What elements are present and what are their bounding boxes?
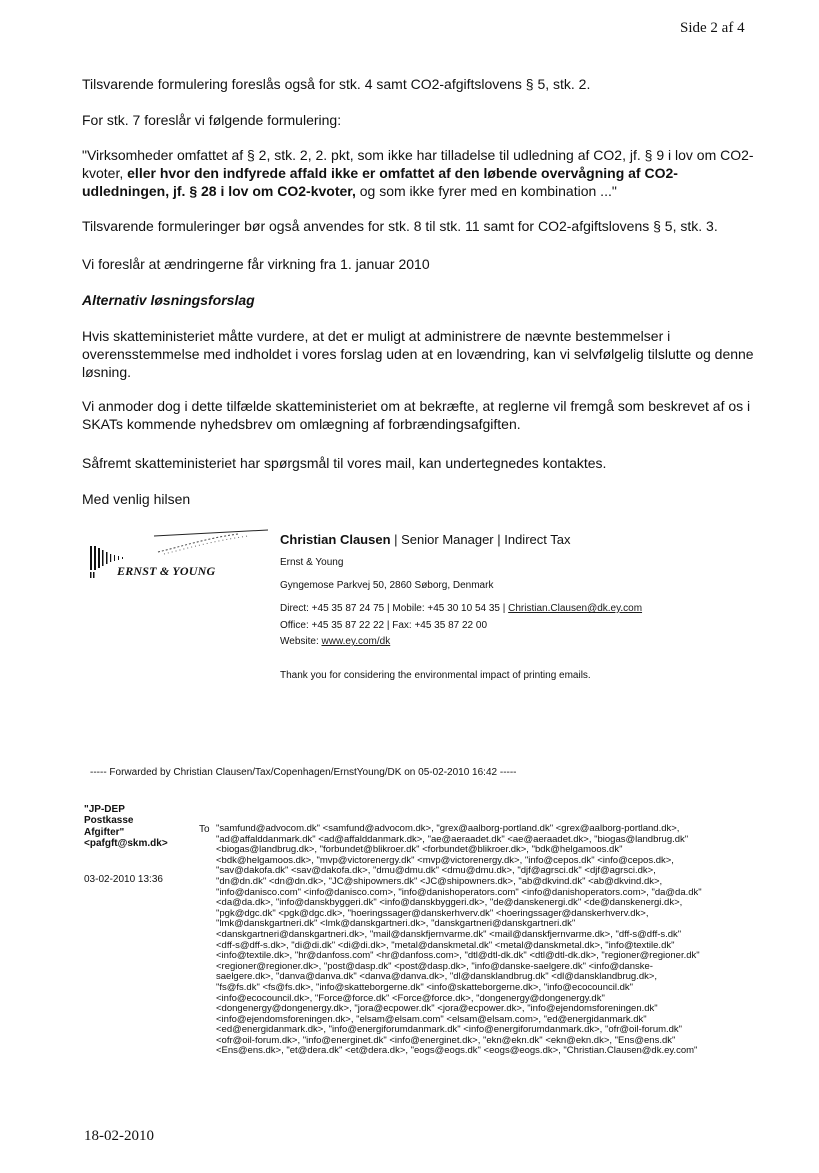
quote-paragraph xyxy=(82,146,754,200)
signature-name-line xyxy=(280,532,570,547)
logo-wordmark: ERNST & YOUNG xyxy=(117,564,216,578)
recipient-line: <da@da.dk>, "info@danskbyggeri.dk" <info@danskbyggeri.dk>, "de@danskenergi.dk" <de@danskenergi.dk>, xyxy=(216,897,683,909)
sent-date: 03-02-2010 13:36 xyxy=(84,874,163,885)
sender-line: Afgifter" xyxy=(84,826,125,838)
signature-title: | Senior Manager | Indirect Tax xyxy=(390,532,571,547)
recipient-line: <dongenergy@dongenergy.dk>, "jora@ecpower.dk" <jora@ecpower.dk>, "info@ejendomsforeningen.dk" xyxy=(216,1003,658,1015)
signature-name: Christian Clausen xyxy=(280,532,391,547)
sender-block xyxy=(84,804,168,849)
signature-direct-line xyxy=(280,603,642,615)
recipient-line: <biogas@landbrug.dk>, "forbundet@blikroer.dk" <forbundet@blikroer.dk>, "bdk@helgamoos.dk" xyxy=(216,844,623,856)
sender-line: Postkasse xyxy=(84,815,134,827)
recipient-line: "pgk@dgc.dk" <pgk@dgc.dk>, "hoeringssager@danskerhverv.dk" <hoeringssager@danskerhverv.dk>, xyxy=(216,907,649,919)
recipient-line: <bdk@helgamoos.dk>, "mvp@victorenergy.dk" <mvp@victorenergy.dk>, "info@cepos.dk" <info@cepos.dk>, xyxy=(216,854,674,866)
signature-address: Gyngemose Parkvej 50, 2860 Søborg, Denmark xyxy=(280,580,494,591)
signature-website-label: Website: xyxy=(280,636,322,647)
signature-email-link[interactable]: Christian.Clausen@dk.ey.com xyxy=(508,603,643,614)
recipient-line: "sav@dakofa.dk" <sav@dakofa.dk>, "dmu@dmu.dk" <dmu@dmu.dk>, "djf@agrsci.dk" <djf@agrsci.dk>, xyxy=(216,865,656,877)
quote-text-end: og som ikke fyrer med en kombination ..." xyxy=(355,183,617,199)
footer-date: 18-02-2010 xyxy=(84,1128,154,1144)
recipient-line: "fs@fs.dk" <fs@fs.dk>, "info@skatteborgerne.dk" <info@skatteborgerne.dk>, "info@ecocouncil.dk" xyxy=(216,981,633,993)
paragraph-1: Tilsvarende formulering foreslås også for stk. 4 samt CO2-afgiftslovens § 5, stk. 2. xyxy=(82,76,591,92)
paragraph-6: Vi anmoder dog i dette tilfælde skatteministeriet om at bekræfte, at reglerne vil fremgå som beskrevet af os i SKATs kommende nyhedsbrev om omlægning af forbrændingsafgiften. xyxy=(82,398,751,432)
paragraph-4: Vi foreslår at ændringerne får virkning fra 1. januar 2010 xyxy=(82,256,430,272)
recipient-line: <info@ecocouncil.dk>, "Force@force.dk" <Force@force.dk>, "dongenergy@dongenergy.dk" xyxy=(216,992,605,1004)
to-label: To xyxy=(199,824,210,835)
page-number: Side 2 af 4 xyxy=(680,20,745,36)
recipient-line: "samfund@advocom.dk" <samfund@advocom.dk>, "grex@aalborg-portland.dk" <grex@aalborg-portland.dk>, xyxy=(216,823,680,834)
paragraph-2: For stk. 7 foreslår vi følgende formulering: xyxy=(82,112,342,128)
forwarded-line: ----- Forwarded by Christian Clausen/Tax/Copenhagen/ErnstYoung/DK on 05-02-2010 16:42 ----- xyxy=(90,767,517,778)
recipient-line: saelgere.dk>, "danva@danva.dk" <danva@danva.dk>, "dl@dansklandbrug.dk" <dl@dansklandbrug.dk>, xyxy=(216,971,658,983)
recipient-line: <danskgartneri@danskgartneri.dk>, "mail@danskfjernvarme.dk" <mail@danskfjernvarme.dk>, "dff-s@dff-s.dk" xyxy=(216,928,682,940)
ernst-young-logo xyxy=(88,528,270,584)
recipient-line: "dn@dn.dk" <dn@dn.dk>, "JC@shipowners.dk" <JC@shipowners.dk>, "ab@dkvind.dk" <ab@dkvind.dk>, xyxy=(216,875,663,887)
environment-note: Thank you for considering the environmental impact of printing emails. xyxy=(280,670,591,681)
paragraph-3: Tilsvarende formuleringer bør også anvendes for stk. 8 til stk. 11 samt for CO2-afgiftslovens § 5, stk. 3. xyxy=(82,218,718,234)
sender-line: <pafgft@skm.dk> xyxy=(84,837,168,849)
signature-phones: Direct: +45 35 87 24 75 | Mobile: +45 30 10 54 35 | xyxy=(280,603,509,614)
section-heading: Alternativ løsningsforslag xyxy=(82,292,255,308)
paragraph-7: Såfremt skatteministeriet har spørgsmål til vores mail, kan undertegnedes kontaktes. xyxy=(82,455,607,471)
signature-website-link[interactable]: www.ey.com/dk xyxy=(321,636,391,647)
quote-bold-text: eller hvor den indfyrede affald ikke er omfattet af den løbende overvågning af CO2-udledningen, jf. § 28 i lov om CO2-kvoter, xyxy=(82,165,678,199)
recipient-line: <Ens@ens.dk>, "et@dera.dk" <et@dera.dk>, "eogs@eogs.dk" <eogs@eogs.dk>, "Christian.Clausen@dk.ey.com" xyxy=(216,1045,698,1057)
closing: Med venlig hilsen xyxy=(82,491,191,507)
recipient-list xyxy=(216,824,702,1057)
recipient-line: <regioner@regioner.dk>, "post@dasp.dk" <post@dasp.dk>, "info@danske-saelgere.dk" <info@danske- xyxy=(216,960,653,972)
sender-line: "JP-DEP xyxy=(84,804,125,815)
recipient-line: <info@textile.dk>, "hr@danfoss.com" <hr@danfoss.com>, "dtl@dtl-dk.dk" <dtl@dtl-dk.dk>, "regioner@regioner.dk" xyxy=(216,950,700,962)
recipient-line: <ed@energidanmark.dk>, "info@energiforumdanmark.dk" <info@energiforumdanmark.dk>, "ofr@oil-forum.dk" xyxy=(216,1024,683,1036)
recipient-line: "lmk@danskgartneri.dk" <lmk@danskgartneri.dk>, "danskgartneri@danskgartneri.dk" xyxy=(216,918,576,930)
signature-website-line xyxy=(280,636,390,648)
quote-text-start: "Virksomheder omfattet af § 2, stk. 2, 2. pkt, som ikke har tilladelse til udledning af CO2, jf. § 9 i lov om CO2-kvoter, xyxy=(82,147,754,181)
recipient-line: <ofr@oil-forum.dk>, "info@energinet.dk" <info@energinet.dk>, "ekn@ekn.dk" <ekn@ekn.dk>, "Ens@ens.dk" xyxy=(216,1034,676,1046)
recipient-line: "info@danisco.com" <info@danisco.com>, "info@danishoperators.com" <info@danishoperators.com>, "da@da.dk" xyxy=(216,886,702,898)
recipient-line: <info@ejendomsforeningen.dk>, "elsam@elsam.com" <elsam@elsam.com>, "ed@energidanmark.dk" xyxy=(216,1013,647,1025)
recipient-line: "ad@affalddanmark.dk" <ad@affalddanmark.dk>, "ae@aeraadet.dk" <ae@aeraadet.dk>, "biogas@landbrug.dk" xyxy=(216,833,689,845)
signature-company: Ernst & Young xyxy=(280,557,344,568)
recipient-line: <dff-s@dff-s.dk>, "di@di.dk" <di@di.dk>, "metal@danskmetal.dk" <metal@danskmetal.dk>, "info@textile.dk" xyxy=(216,939,675,951)
signature-office: Office: +45 35 87 22 22 | Fax: +45 35 87 22 00 xyxy=(280,620,488,631)
paragraph-5: Hvis skatteministeriet måtte vurdere, at det er muligt at administrere de nævnte bestemmelser i overensstemmelse med indholdet i vores forslag uden at en lovændring, kan vi selvfølgelig tilslutte og denne løsning. xyxy=(82,328,754,380)
